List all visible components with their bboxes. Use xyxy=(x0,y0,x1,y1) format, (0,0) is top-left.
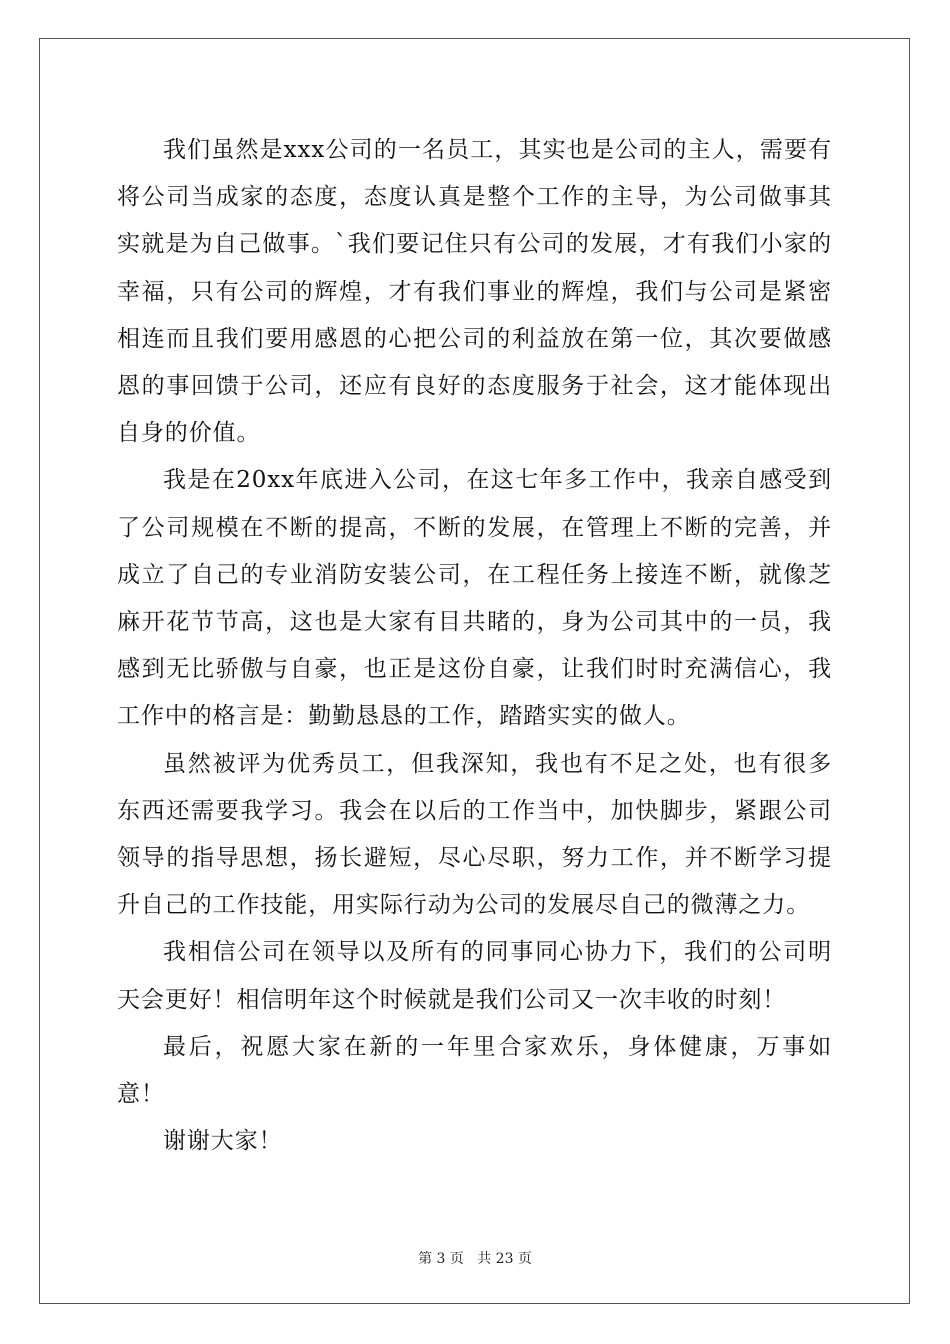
paragraph-1: 我们虽然是xxx公司的一名员工，其实也是公司的主人，需要有将公司当成家的态度，态度认真是整个工作的主导，为公司做事其实就是为自己做事。`我们要记住只有公司的发展，才有我们小家的幸福，只有公司的辉煌，才有我们事业的辉煌，我们与公司是紧密相连而且我们要用感恩的心把公司的利益放在第一位，其次要做感恩的事回馈于公司，还应有良好的态度服务于社会，这才能体现出自身的价值。 xyxy=(117,137,832,447)
paragraph-3: 虽然被评为优秀员工，但我深知，我也有不足之处，也有很多东西还需要我学习。我会在以后的工作当中，加快脚步，紧跟公司领导的指导思想，扬长避短，尽心尽职，努力工作，并不断学习提升自己的工作技能，用实际行动为公司的发展尽自己的微薄之力。 xyxy=(117,750,832,919)
page-number-label: 第 3 页 共 23 页 xyxy=(418,1251,532,1267)
paragraph-5: 最后，祝愿大家在新的一年里合家欢乐，身体健康，万事如意！ xyxy=(117,1033,832,1108)
document-body xyxy=(117,127,832,1165)
page-footer xyxy=(0,1248,950,1268)
paragraph-6: 谢谢大家！ xyxy=(163,1128,283,1155)
paragraph-4: 我相信公司在领导以及所有的同事同心协力下，我们的公司明天会更好！相信明年这个时候就是我们公司又一次丰收的时刻！ xyxy=(117,939,832,1013)
paragraph-2: 我是在20xx年底进入公司，在这七年多工作中，我亲自感受到了公司规模在不断的提高，不断的发展，在管理上不断的完善，并成立了自己的专业消防安装公司，在工程任务上接连不断，就像芝麻开花节节高，这也是大家有目共睹的，身为公司其中的一员，我感到无比骄傲与自豪，也正是这份自豪，让我们时时充满信心，我工作中的格言是：勤勤恳恳的工作，踏踏实实的做人。 xyxy=(117,467,832,730)
